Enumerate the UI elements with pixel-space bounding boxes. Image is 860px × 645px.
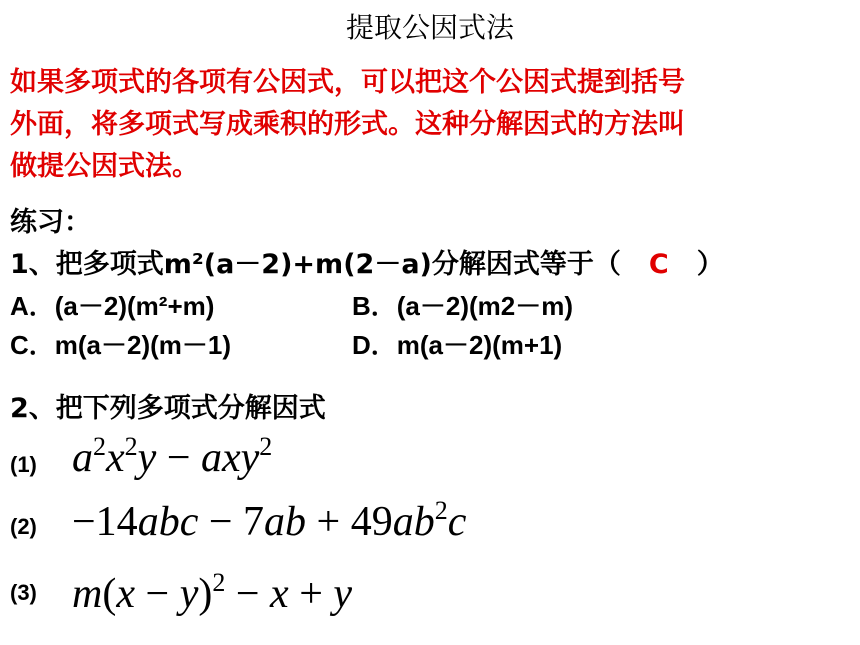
question-1 <box>10 242 724 281</box>
question-2-prompt: 2、把下列多项式分解因式 <box>10 393 326 424</box>
practice-label: 练习： <box>10 207 91 238</box>
definition-line-1: 如果多项式的各项有公因式，可以把这个公因式提到括号 <box>10 67 685 98</box>
question-1-prompt: 1、把多项式m²(a－2)+m(2－a)分解因式等于（ <box>10 249 621 280</box>
definition-line-3: 做提公因式法。 <box>10 151 199 182</box>
question-1-answer: C <box>648 249 669 280</box>
definition-text <box>10 62 855 188</box>
option-d: D．m(a－2)(m+1) <box>352 330 563 360</box>
item-3-label: (3) <box>10 580 37 605</box>
question-1-suffix: ） <box>696 249 724 280</box>
item-2-label: (2) <box>10 514 37 539</box>
item-2-expression: $-14abc - 7ab + 49ab^2c$ <box>72 496 467 545</box>
definition-line-2: 外面，将多项式写成乘积的形式。这种分解因式的方法叫 <box>10 109 685 140</box>
option-a: A．(a－2)(m²+m) <box>10 291 215 321</box>
item-3-expression: $m(x - y)^2 - x + y$ <box>72 568 353 617</box>
page-title: 提取公因式法 <box>345 11 514 44</box>
option-b: B．(a－2)(m2－m) <box>352 291 574 321</box>
option-c: C．m(a－2)(m－1) <box>10 330 232 360</box>
item-1-label: (1) <box>10 452 37 477</box>
item-1-expression: $a^2x^2y - axy^2$ <box>72 432 273 481</box>
